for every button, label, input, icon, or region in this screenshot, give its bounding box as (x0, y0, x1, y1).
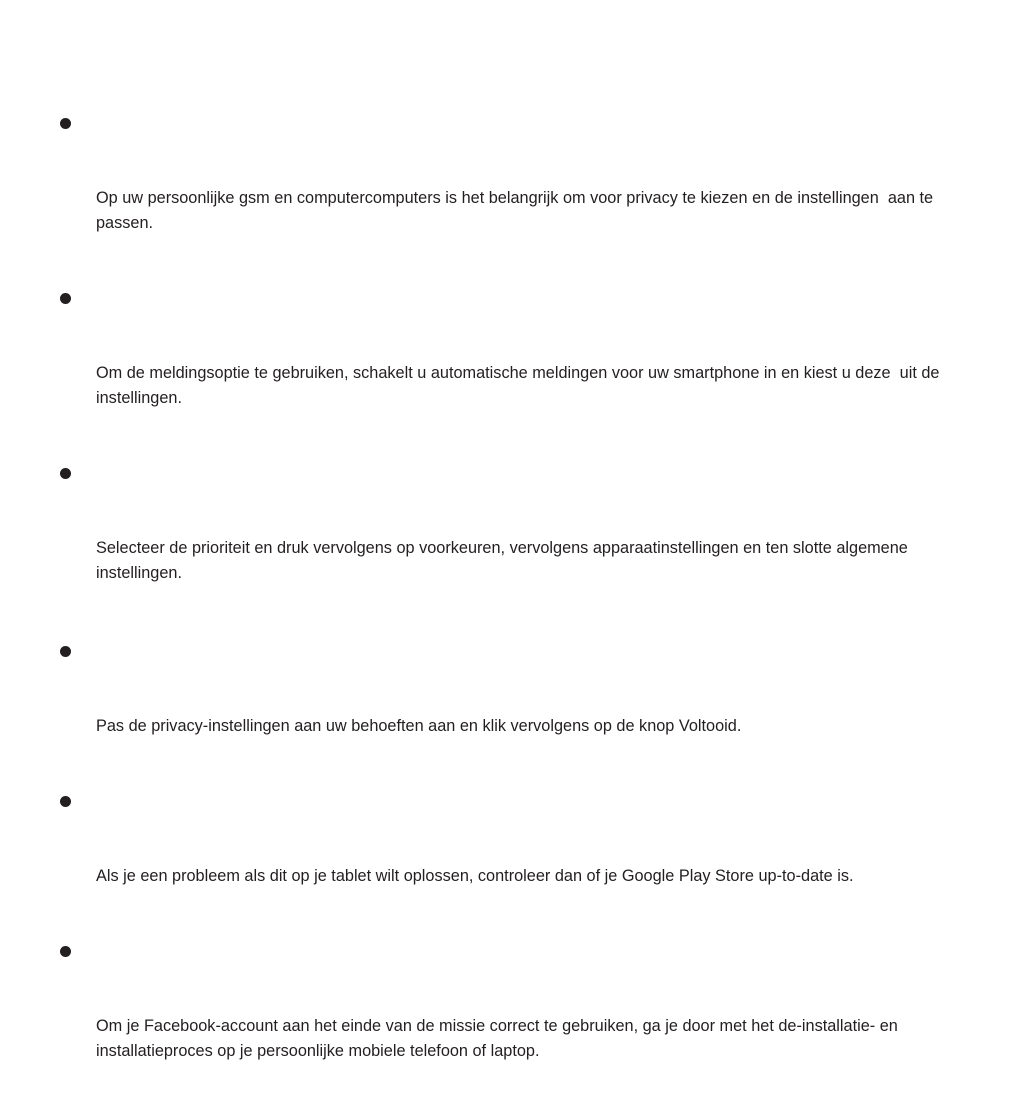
bullet-dot-icon (60, 118, 71, 129)
bullet-dot-icon (60, 796, 71, 807)
bullet-item-2 (57, 286, 972, 461)
bullet-dot-icon (60, 646, 71, 657)
bullet-item-3 (57, 461, 972, 636)
bullet-dot-icon (60, 468, 71, 479)
bullet-dot-icon (60, 293, 71, 304)
bullet-item-6 (57, 939, 972, 1114)
bullet-item-5 (57, 789, 972, 939)
bullet-text: Om je Facebook-account aan het einde van de missie correct te gebruiken, ga je door met het de-installatie- en installatieproces op je persoonlijke mobiele telefoon of laptop. (96, 1017, 907, 1060)
bullet-text: Pas de privacy-instellingen aan uw behoeften aan en klik vervolgens op de knop Voltooid. (96, 717, 742, 735)
bullet-list (57, 111, 972, 1114)
bullet-dot-icon (60, 946, 71, 957)
bullet-text: Als je een probleem als dit op je tablet wilt oplossen, controleer dan of je Google Play Store up-to-date is. (96, 867, 854, 885)
bullet-text: Selecteer de prioriteit en druk vervolgens op voorkeuren, vervolgens apparaatinstellingen en ten slotte algemene instellingen. (96, 539, 913, 582)
bullet-item-1 (57, 111, 972, 286)
bullet-text: Om de meldingsoptie te gebruiken, schakelt u automatische meldingen voor uw smartphone in en kiest u deze uit de instellingen. (96, 364, 945, 407)
bullet-text: Op uw persoonlijke gsm en computercomputers is het belangrijk om voor privacy te kiezen en de instellingen aan te passen. (96, 189, 938, 232)
bullet-item-4 (57, 639, 972, 789)
